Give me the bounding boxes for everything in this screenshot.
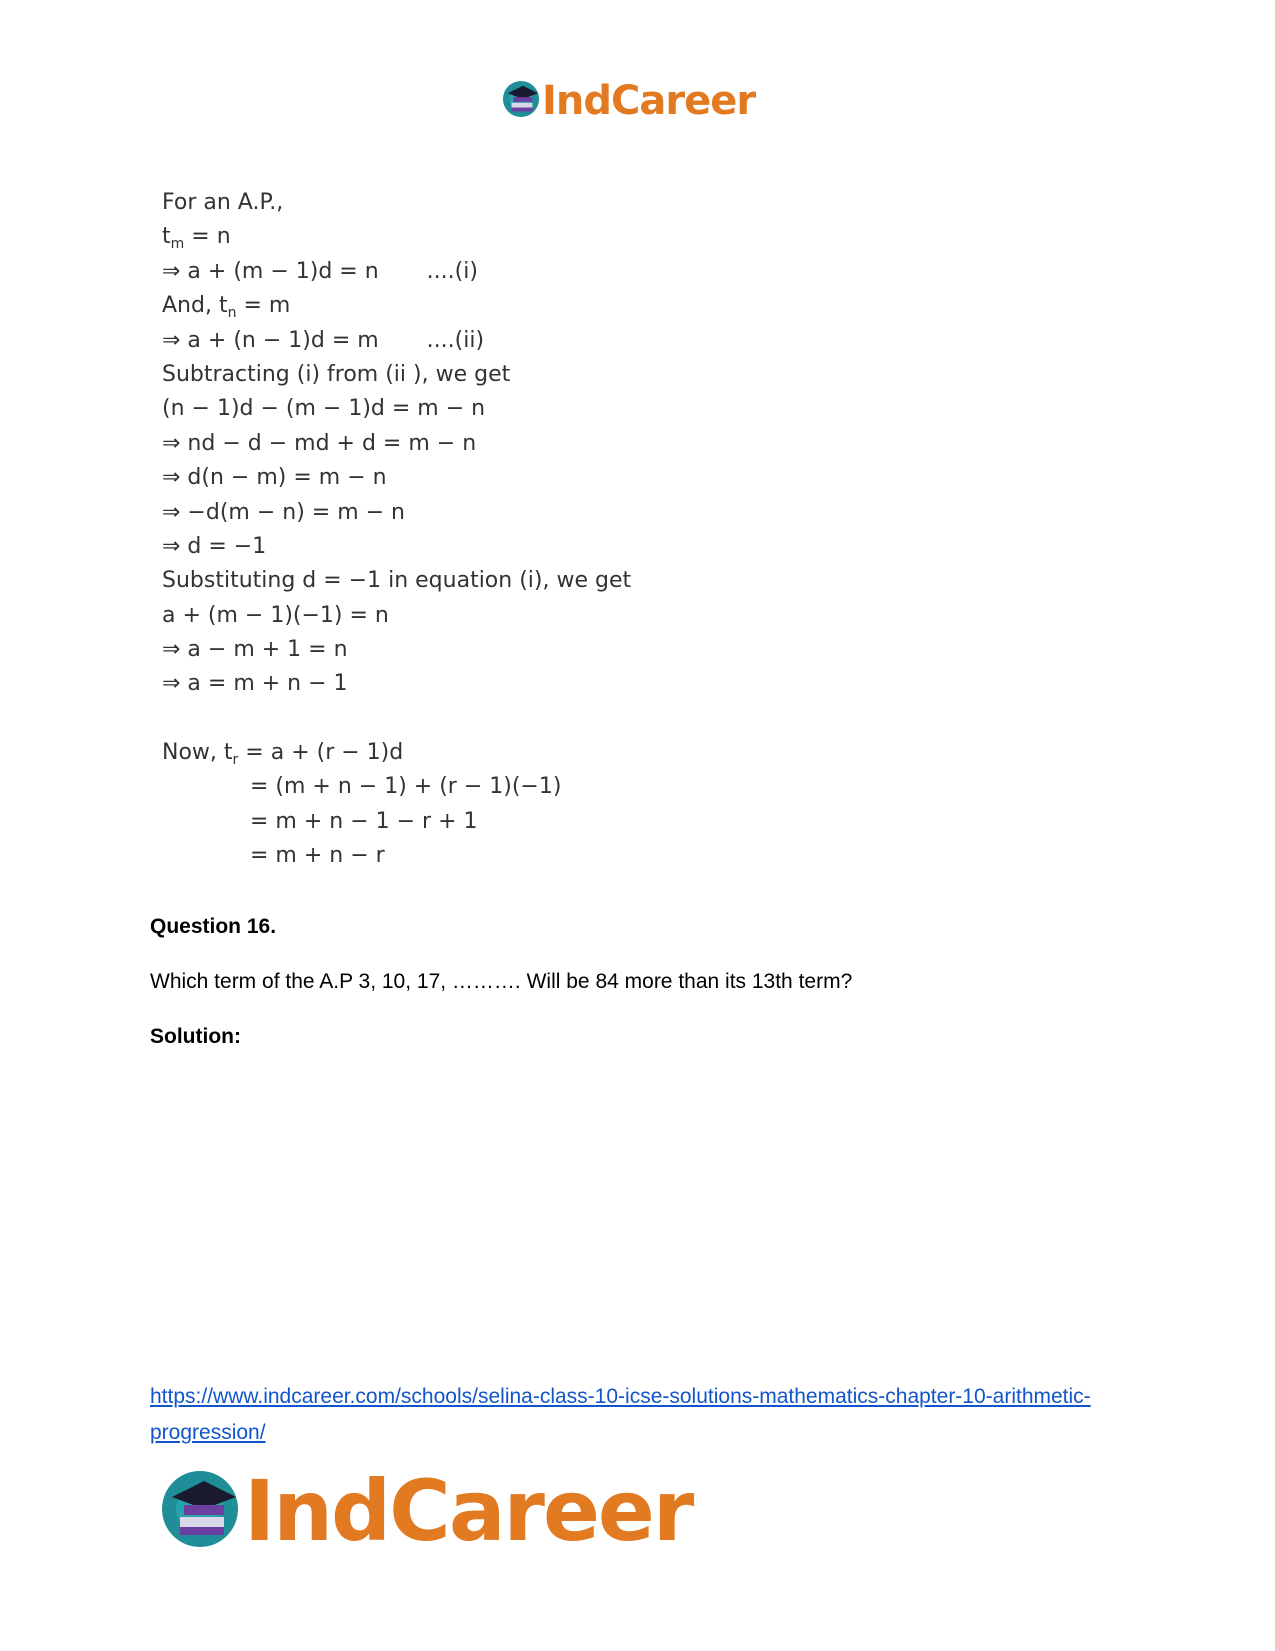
math-line: = (m + n − 1) + (r − 1)(−1) xyxy=(250,774,562,800)
math-line: $t_m = n$ xyxy=(162,224,231,253)
math-line: (n − 1)d − (m − 1)d = m − n xyxy=(162,396,486,422)
logo-wordmark: IndCareer xyxy=(244,1462,693,1560)
math-line: ⇒ a + (n − 1)d = m ....(ii) xyxy=(162,324,631,358)
graduation-cap-books-icon xyxy=(502,80,540,123)
math-line: a + (m − 1)(−1) = n xyxy=(162,602,389,628)
math-line: = m + n − r xyxy=(250,843,385,869)
math-line: Now, $t_r = a + (r - 1)d$ xyxy=(162,739,404,768)
equation-tag: ....(ii) xyxy=(426,327,485,353)
logo-wordmark: IndCareer xyxy=(542,78,756,124)
math-line: ⇒ a = m + n − 1 xyxy=(162,671,348,697)
math-line: ⇒ d(n − m) = m − n xyxy=(162,465,387,491)
math-line: Subtracting (i) from (ii ), we get xyxy=(162,361,511,387)
math-line: ⇒ −d(m − n) = m − n xyxy=(162,499,405,525)
math-line: ⇒ a + (m − 1)d = n ....(i) xyxy=(162,255,631,289)
math-line: And, $t_n = m$ xyxy=(162,293,291,322)
math-line: ⇒ d = −1 xyxy=(162,533,267,559)
solution-label: Solution: xyxy=(150,1025,241,1048)
math-line: Substituting d = −1 in equation (i), we get xyxy=(162,568,632,594)
math-line: = m + n − 1 − r + 1 xyxy=(250,808,478,834)
footer-logo xyxy=(160,1462,692,1560)
math-line: ⇒ nd − d − md + d = m − n xyxy=(162,430,477,456)
question-text: Which term of the A.P 3, 10, 17, ………. Will be 84 more than its 13th term? xyxy=(150,970,853,993)
math-line: ⇒ a − m + 1 = n xyxy=(162,637,348,663)
header-logo xyxy=(502,78,755,124)
source-link[interactable]: https://www.indcareer.com/schools/selina-class-10-icse-solutions-mathematics-chapter-10-arithmetic-progression/ xyxy=(150,1385,1091,1444)
graduation-cap-books-icon xyxy=(160,1469,240,1554)
question-title: Question 16. xyxy=(150,915,277,938)
math-line: For an A.P., xyxy=(162,190,284,215)
equation-tag: ....(i) xyxy=(426,258,478,284)
math-derivation xyxy=(162,186,631,873)
